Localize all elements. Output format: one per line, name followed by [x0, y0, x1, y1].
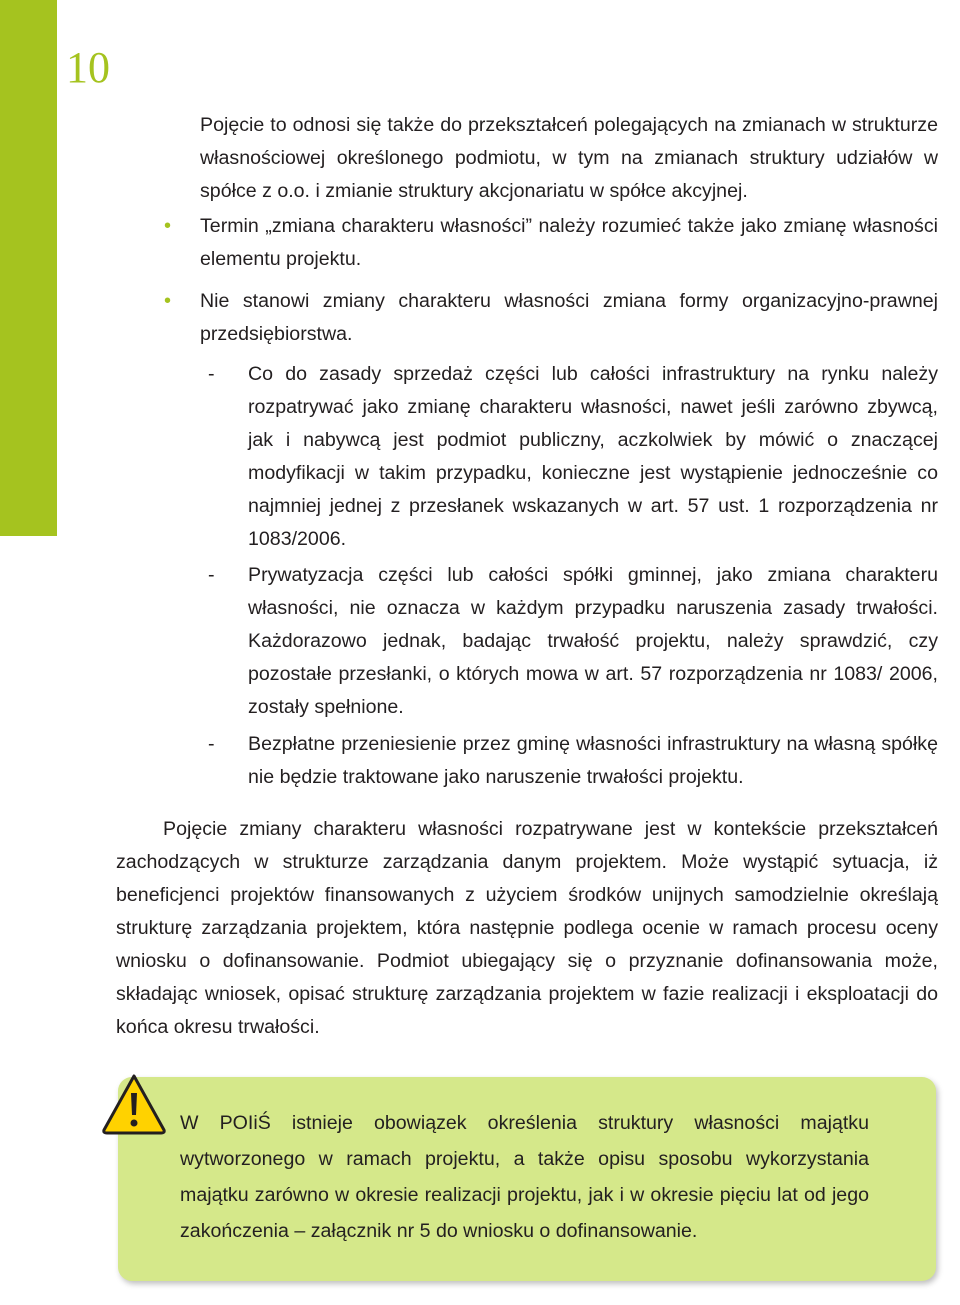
dash-item: Co do zasady sprzedaż części lub całości infrastruktury na rynku należy rozpatrywać jako zmianę charakteru własności, nawet jeśli zarówno zbywcą, jak i nabywcą jest podmiot publiczny, aczkolwiek by mówić o znaczącej modyfikacji w takim przypadku, konieczne jest wystąpienie jednocześnie co najmniej jednej z przesłanek wskazanych w art. 57 ust. 1 rozporządzenia nr 1083/2006.: [248, 363, 938, 550]
main-paragraph: Pojęcie zmiany charakteru własności rozpatrywane jest w kontekście przekształceń zachodzących w strukturze zarządzania danym projektem. Może wystąpić sytuacja, iż beneficjenci projektów finansowanych z użyciem środków unijnych samodzielnie określają strukturę zarządzania projektem, która następnie podlega ocenie w ramach procesu oceny wniosku o dofinansowanie. Podmiot ubiegający się o przyznanie dofinansowania może, składając wniosek, opisać strukturę zarządzania projektem w fazie realizacji i eksploatacji do końca okresu trwałości.: [116, 818, 938, 1038]
page-number: 10: [66, 43, 110, 92]
dash-marker: -: [208, 363, 215, 385]
dash-item: Prywatyzacja części lub całości spółki gminnej, jako zmiana charakteru własności, nie oznacza w każdym przypadku naruszenia zasady trwałości. Każdorazowo jednak, badając trwałość projektu, należy sprawdzić, czy pozostałe przesłanki, o których mowa w art. 57 rozporządzenia nr 1083/ 2006, zostały spełnione.: [248, 564, 938, 718]
bullet-item: Nie stanowi zmiany charakteru własności zmiana formy organizacyjno-prawnej przedsiębiorstwa.: [200, 290, 938, 345]
bullet-marker: •: [164, 290, 172, 312]
warning-triangle-icon: [101, 1073, 167, 1135]
bullet-item: Termin „zmiana charakteru własności” należy rozumieć także jako zmianę własności elementu projektu.: [200, 215, 938, 270]
intro-paragraph: Pojęcie to odnosi się także do przekształceń polegających na zmianach w strukturze własnościowej określonego podmiotu, w tym na zmianach struktury udziałów w spółce z o.o. i zmianie struktury akcjonariatu w spółce akcyjnej.: [200, 114, 938, 202]
dash-item: Bezpłatne przeniesienie przez gminę własności infrastruktury na własną spółkę nie będzie traktowane jako naruszenie trwałości projektu.: [248, 733, 938, 788]
bullet-marker: •: [164, 215, 172, 237]
side-accent-bar: [0, 0, 57, 536]
notice-text: W POIiŚ istnieje obowiązek określenia struktury własności majątku wytworzonego w ramach projektu, a także opisu sposobu wykorzystania majątku zarówno w okresie realizacji projektu, jak i w okresie pięciu lat od jego zakończenia – załącznik nr 5 do wniosku o dofinansowanie.: [180, 1112, 869, 1242]
dash-marker: -: [208, 564, 215, 586]
dash-marker: -: [208, 733, 215, 755]
